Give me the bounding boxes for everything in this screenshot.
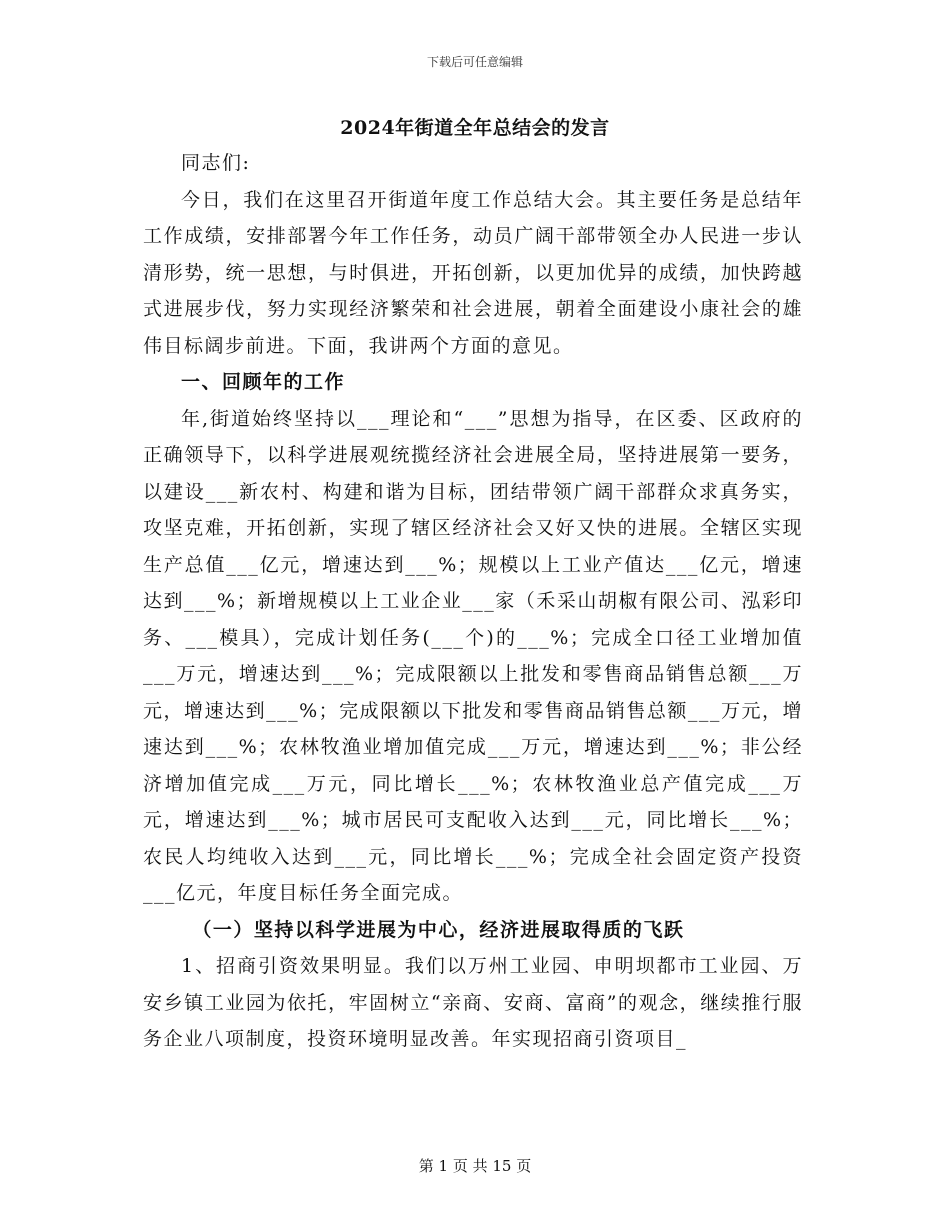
section-heading: 一、回顾年的工作 [181,371,346,393]
section-paragraph: 年,街道始终坚持以___理论和“___”思想为指导，在区委、区政府的正确领导下，以科学进展观统揽经济社会进展全局，坚持进展第一要务，以建设___新农村、构建和谐为目标，团结带领广阔干部群众求真务实，攻坚克难，开拓创新，实现了辖区经济社会又好又快的进展。全辖区实现生产总值___亿元，增速达到___%；规模以上工业产值达___亿元，增速达到___%；新增规模以上工业企业___家（禾采山胡椒有限公司、泓彩印务、___模具），完成计划任务(___个)的___%；完成全口径工业增加值___万元，增速达到___%；完成限额以上批发和零售商品销售总额___万元，增速达到___%；完成限额以下批发和零售商品销售总额___万元，增速达到___%；农林牧渔业增加值完成___万元，增速达到___%；非公经济增加值完成___万元，同比增长___%；农林牧渔业总产值完成___万元，增速达到___%；城市居民可支配收入达到___元，同比增长___%；农民人均纯收入达到___元，同比增长___%；完成全社会固定资产投资___亿元，年度目标任务全面完成。 [143,407,803,904]
subsection-heading: （一）坚持以科学进展为中心，经济进展取得质的飞跃 [192,918,685,941]
document-body [143,145,803,1058]
item-paragraph: 1、招商引资效果明显。我们以万州工业园、申明坝都市工业园、万安乡镇工业园为依托，牢固树立“亲商、安商、富商”的观念，继续推行服务企业八项制度，投资环境明显改善。年实现招商引资项目_ [143,955,803,1050]
document-title: 2024年街道全年总结会的发言 [340,117,610,139]
intro-paragraph: 今日，我们在这里召开街道年度工作总结大会。其主要任务是总结年工作成绩，安排部署今年工作任务，动员广阔干部带领全办人民进一步认清形势，统一思想，与时俱进，开拓创新，以更加优异的成绩，加快跨越式进展步伐，努力实现经济繁荣和社会进展，朝着全面建设小康社会的雄伟目标阔步前进。下面，我讲两个方面的意见。 [143,188,803,357]
header-note: 下载后可任意编辑 [426,55,523,69]
salutation: 同志们: [181,152,251,174]
page-number: 第 1 页 共 15 页 [418,1157,532,1175]
